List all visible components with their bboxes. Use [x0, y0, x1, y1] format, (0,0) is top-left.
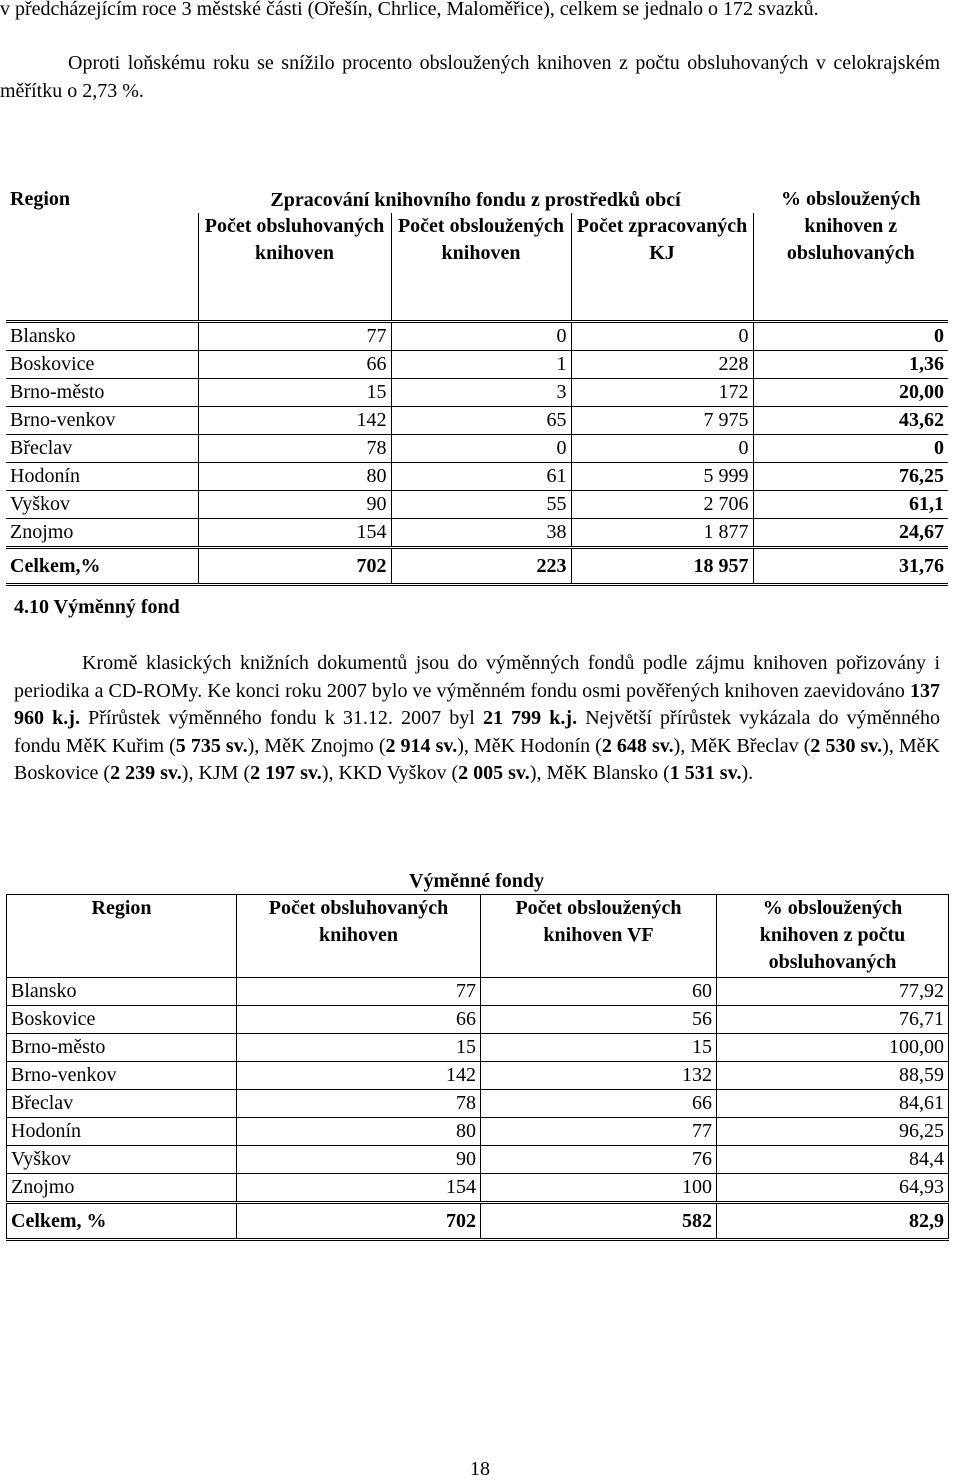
t2-caption: Výměnné fondy: [409, 870, 545, 892]
para-bold: 2 648 sv.: [601, 734, 674, 757]
section-paragraph: [14, 650, 940, 788]
table-total-row: [7, 1203, 949, 1240]
para-text: ), MěK Břeclav (: [673, 734, 811, 757]
t2-header-serviced: Počet obsloužených knihoven VF: [481, 895, 717, 978]
para-bold: 2 239 sv.: [110, 762, 182, 784]
t1-cell: 15: [198, 379, 391, 407]
intro-paragraph-2: [0, 50, 940, 105]
para-bold: 1 531 sv.: [669, 762, 742, 784]
para-text: ), MěK Blansko (: [529, 762, 670, 784]
t1-header-serviced: Počet obsloužených knihoven: [391, 213, 571, 322]
table-exchange-fund: [6, 868, 949, 1241]
t1-cell: 1 877: [571, 519, 753, 548]
table-row: [6, 351, 948, 379]
t2-header-served: Počet obsluhovaných knihoven: [237, 895, 481, 978]
para-text: ), MěK Znojmo (: [247, 734, 386, 757]
table-row: [6, 491, 948, 519]
t1-cell: Znojmo: [6, 519, 198, 548]
section-heading: 4.10 Výměnný fond: [14, 596, 180, 618]
t2-cell: 154: [237, 1174, 481, 1203]
t1-cell: 76,25: [753, 463, 948, 491]
table-row: [6, 463, 948, 491]
t2-cell: Hodonín: [7, 1118, 237, 1146]
t2-cell: 78: [237, 1090, 481, 1118]
t2-cell: 100,00: [717, 1034, 949, 1062]
t1-cell: 228: [571, 351, 753, 379]
t1-cell: Brno-venkov: [6, 407, 198, 435]
t1-total-cell: Celkem,%: [6, 548, 198, 585]
t2-cell: Brno-město: [7, 1034, 237, 1062]
para-bold: 2 914 sv.: [385, 734, 458, 757]
t2-cell: 66: [481, 1090, 717, 1118]
intro-paragraph-1: [0, 0, 940, 24]
t1-total-cell: 223: [391, 548, 571, 585]
t2-total-cell: Celkem, %: [7, 1203, 237, 1240]
t2-cell: Znojmo: [7, 1174, 237, 1203]
t2-cell: Boskovice: [7, 1006, 237, 1034]
para-text: Přírůstek výměnného fondu k 31.12. 2007 byl: [79, 707, 483, 729]
table-row: [6, 435, 948, 463]
para-text: ), MěK Hodonín (: [457, 734, 602, 757]
table-row: [7, 1090, 949, 1118]
t1-cell: 142: [198, 407, 391, 435]
table-row: [6, 407, 948, 435]
para-bold: 2 005 sv.: [458, 762, 530, 784]
t1-cell: 61: [391, 463, 571, 491]
t1-cell: 55: [391, 491, 571, 519]
t1-header-served: Počet obsluhovaných knihoven: [198, 213, 391, 322]
t2-header-region: Region: [7, 895, 237, 978]
t2-cell: 96,25: [717, 1118, 949, 1146]
table-row: [6, 322, 948, 351]
t1-cell: 90: [198, 491, 391, 519]
t2-cell: 60: [481, 978, 717, 1006]
t1-cell: 38: [391, 519, 571, 548]
t2-cell: 90: [237, 1146, 481, 1174]
t2-total-cell: 702: [237, 1203, 481, 1240]
t2-cell: Vyškov: [7, 1146, 237, 1174]
t1-cell: 65: [391, 407, 571, 435]
t1-cell: 7 975: [571, 407, 753, 435]
t2-header-percent: % obsloužených knihoven z počtu obsluhovaných: [717, 895, 949, 978]
t2-cell: 64,93: [717, 1174, 949, 1203]
para-text: ), KJM (: [181, 762, 251, 784]
t1-cell: 1: [391, 351, 571, 379]
t2-cell: 142: [237, 1062, 481, 1090]
t1-cell: 2 706: [571, 491, 753, 519]
t2-cell: 84,61: [717, 1090, 949, 1118]
intro-line-1: v předcházejícím roce 3 městské části (Ořešín, Chrlice, Maloměřice), celkem se jednalo o 172 svazků.: [0, 0, 819, 20]
t2-cell: 15: [481, 1034, 717, 1062]
t2-cell: 76,71: [717, 1006, 949, 1034]
table-row: [7, 1146, 949, 1174]
t1-cell: 172: [571, 379, 753, 407]
t1-cell: 66: [198, 351, 391, 379]
table-row: [6, 379, 948, 407]
t1-cell: Vyškov: [6, 491, 198, 519]
table-row: [7, 1034, 949, 1062]
t1-cell: 0: [391, 435, 571, 463]
table-row: [7, 978, 949, 1006]
t1-cell: 0: [753, 322, 948, 351]
t2-cell: 84,4: [717, 1146, 949, 1174]
table-processing-fund: [6, 188, 948, 586]
para-text: Největší přírůstek vykázala do výměnného fondu MěK Kuřim (: [14, 707, 940, 757]
t1-cell: Hodonín: [6, 463, 198, 491]
t2-total-cell: 582: [481, 1203, 717, 1240]
para-text: ).: [741, 762, 754, 784]
t2-cell: Břeclav: [7, 1090, 237, 1118]
t1-header-percent: % obsloužených knihoven z obsluhovaných: [753, 186, 948, 295]
t2-cell: 80: [237, 1118, 481, 1146]
t1-cell: 5 999: [571, 463, 753, 491]
t1-cell: 0: [571, 322, 753, 351]
para-bold: 21 799 k.j.: [482, 707, 578, 729]
t1-cell: Boskovice: [6, 351, 198, 379]
t1-caption: Zpracování knihovního fondu z prostředků obcí: [270, 189, 681, 211]
t1-cell: 77: [198, 322, 391, 351]
t1-cell: 24,67: [753, 519, 948, 548]
t2-cell: 132: [481, 1062, 717, 1090]
para-bold: 5 735 sv.: [175, 734, 248, 757]
table-row: [7, 1006, 949, 1034]
t2-cell: 56: [481, 1006, 717, 1034]
t2-spacer-left: [7, 868, 237, 895]
t2-cell: 77,92: [717, 978, 949, 1006]
para-text: ), KKD Vyškov (: [321, 762, 459, 784]
table-row: [6, 519, 948, 548]
t1-cell: 1,36: [753, 351, 948, 379]
t2-cell: 77: [237, 978, 481, 1006]
t1-cell: 3: [391, 379, 571, 407]
table-row: [7, 1174, 949, 1203]
t2-cell: 88,59: [717, 1062, 949, 1090]
t1-cell: 0: [391, 322, 571, 351]
para-bold: 2 197 sv.: [250, 762, 322, 784]
t1-cell: 0: [571, 435, 753, 463]
t1-cell: Blansko: [6, 322, 198, 351]
para-bold: 137 960 k.j.: [14, 679, 940, 729]
t1-cell: 61,1: [753, 491, 948, 519]
t2-cell: 15: [237, 1034, 481, 1062]
para-text: ), MěK Boskovice (: [14, 734, 940, 784]
t1-total-cell: 702: [198, 548, 391, 585]
para-text: Kromě klasických knižních dokumentů jsou do výměnných fondů podle zájmu knihoven pořizovány i periodika a CD-ROMy. Ke konci roku 2007 bylo ve výměnném fondu osmi pověřených knihoven zaevidováno: [14, 652, 940, 702]
t1-cell: 0: [753, 435, 948, 463]
t1-cell: 20,00: [753, 379, 948, 407]
t2-cell: 100: [481, 1174, 717, 1203]
t2-cell: Blansko: [7, 978, 237, 1006]
t2-cell: 77: [481, 1118, 717, 1146]
table-total-row: [6, 548, 948, 585]
t1-header-region: Region: [6, 186, 198, 295]
t1-cell: 78: [198, 435, 391, 463]
t1-total-cell: 18 957: [571, 548, 753, 585]
t1-cell: 80: [198, 463, 391, 491]
page-number: 18: [470, 1458, 490, 1480]
t2-cell: 76: [481, 1146, 717, 1174]
t2-cell: Brno-venkov: [7, 1062, 237, 1090]
t2-total-cell: 82,9: [717, 1203, 949, 1240]
table-row: [7, 1062, 949, 1090]
intro-line-2: Oproti loňskému roku se snížilo procento obsloužených knihoven z počtu obsluhovaných v celokrajském měřítku o 2,73 %.: [0, 52, 940, 102]
t1-cell: 43,62: [753, 407, 948, 435]
t1-cell: Brno-město: [6, 379, 198, 407]
t1-cell: Břeclav: [6, 435, 198, 463]
t1-header-processed: Počet zpracovaných KJ: [571, 213, 753, 322]
t1-cell: 154: [198, 519, 391, 548]
t2-cell: 66: [237, 1006, 481, 1034]
table-row: [7, 1118, 949, 1146]
t1-total-cell: 31,76: [753, 548, 948, 585]
t2-spacer-right: [717, 868, 949, 895]
para-bold: 2 530 sv.: [810, 734, 883, 757]
